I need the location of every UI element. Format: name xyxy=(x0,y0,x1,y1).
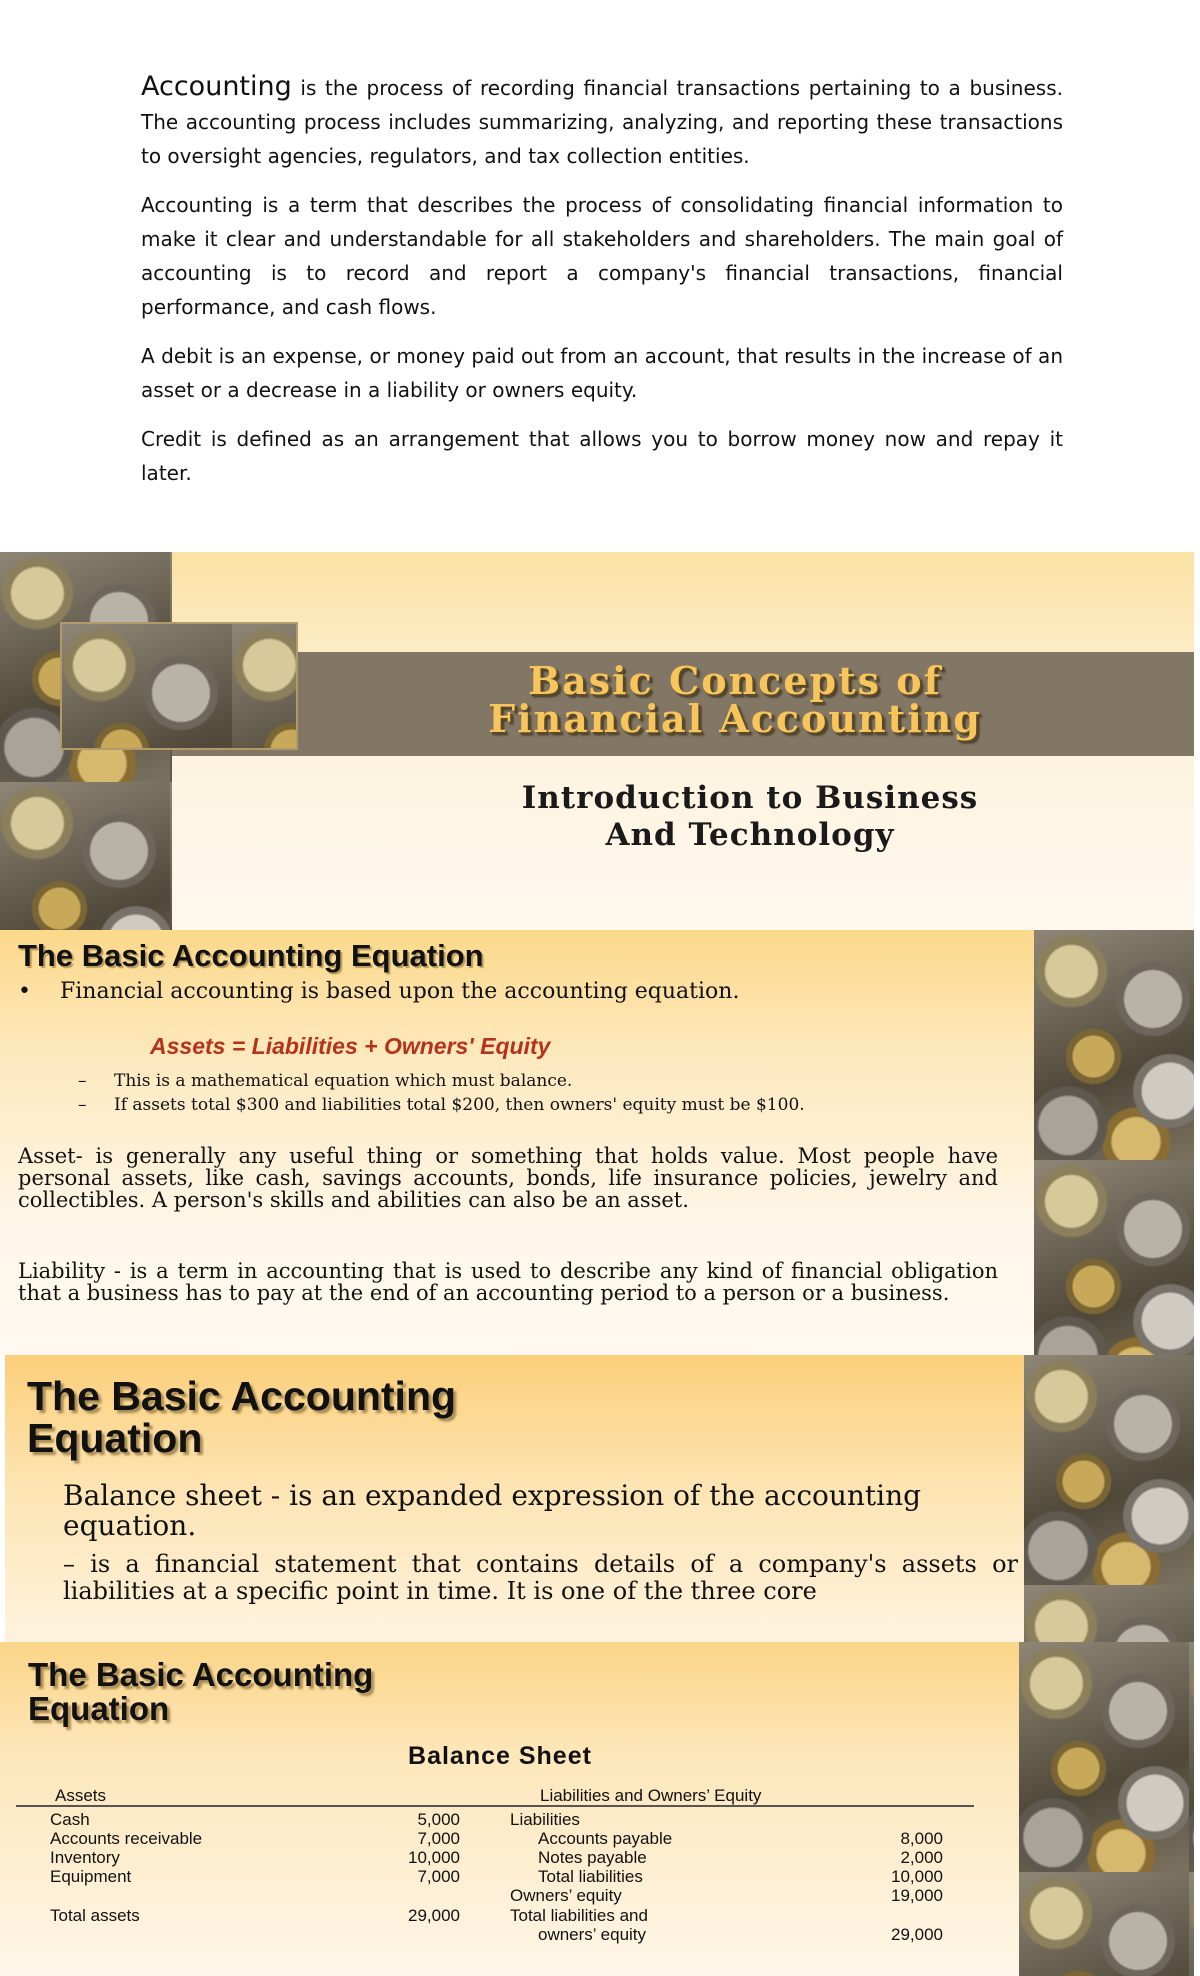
asset-definition: Asset- is generally any useful thing or something that holds value. Most people have personal assets, like cash, savings accounts, bonds, life insurance policies, jewelry and collectibles. A person's skills and abilities can also be an asset. xyxy=(18,1144,998,1212)
coins-image-right xyxy=(1034,930,1194,1355)
accounting-lead-word: Accounting xyxy=(141,71,292,102)
coins-image-right xyxy=(1024,1355,1194,1645)
asset-label: Equipment xyxy=(50,1867,132,1886)
slide-subtitle xyxy=(380,780,1120,854)
paragraph-accounting-definition xyxy=(141,70,1063,173)
title-line-2: Financial Accounting xyxy=(488,696,982,741)
owners-equity-amount: 19,000 xyxy=(891,1886,943,1905)
paragraph-debit: A debit is an expense, or money paid out from an account, that results in the increase of an asset or a decrease in a liability or owners equity. xyxy=(141,344,1063,402)
accounting-equation: Assets = Liabilities + Owners' Equity xyxy=(150,1033,551,1059)
sub-point-2 xyxy=(78,1096,978,1115)
notes-payable-amount: 2,000 xyxy=(900,1848,943,1867)
slide-title xyxy=(0,552,1194,930)
document-body xyxy=(141,70,1063,505)
accounts-payable-label: Accounts payable xyxy=(538,1829,673,1848)
coins-image-right xyxy=(1019,1642,1194,1976)
asset-amount: 10,000 xyxy=(408,1848,460,1867)
bullet-dot-icon: • xyxy=(18,979,31,1004)
heading-line-1: The Basic Accounting xyxy=(27,1373,457,1419)
balance-sheet-definition: Balance sheet - is an expanded expression of the accounting equation. xyxy=(63,1479,922,1542)
slide-title-text xyxy=(320,658,1150,741)
liability-definition: Liability - is a term in accounting that is used to describe any kind of financial obligation that a business has to pay at the end of an accounting period to a person or a business. xyxy=(18,1259,998,1305)
assets-header: Assets xyxy=(55,1786,107,1805)
slide-heading: The Basic Accounting Equation xyxy=(18,938,484,973)
bullet-point xyxy=(18,980,978,1004)
total-assets-label: Total assets xyxy=(50,1906,140,1925)
sub-point-1-text: This is a mathematical equation which must balance. xyxy=(114,1071,573,1091)
slide-accounting-equation xyxy=(0,930,1194,1355)
dash-icon: – xyxy=(78,1071,87,1091)
slide-balance-sheet-definition xyxy=(5,1355,1194,1645)
heading-line-1: The Basic Accounting xyxy=(28,1656,374,1693)
liabilities-label: Liabilities xyxy=(510,1810,580,1829)
total-liabilities-label: Total liabilities xyxy=(538,1867,643,1886)
owners-equity-label: Owners’ equity xyxy=(510,1886,622,1905)
heading-line-2: Equation xyxy=(28,1690,170,1727)
asset-amount: 7,000 xyxy=(417,1829,460,1848)
balance-sheet-description: – is a financial statement that contains details of a company's assets or liabilities at a specific point in time. It is one of the three core xyxy=(63,1550,1018,1605)
sub-point-1 xyxy=(78,1072,978,1091)
header-rule xyxy=(16,1805,974,1807)
assets-list xyxy=(50,1810,460,1890)
subtitle-line-1: Introduction to Business xyxy=(521,780,979,816)
coins-image-inset xyxy=(60,622,298,750)
subtitle-line-2: And Technology xyxy=(605,817,895,853)
total-liabilities-equity-amount: 29,000 xyxy=(891,1925,943,1944)
dash-icon: – xyxy=(78,1095,87,1115)
total-assets-amount: 29,000 xyxy=(408,1906,460,1925)
accounts-payable-amount: 8,000 xyxy=(900,1829,943,1848)
balance-sheet-title: Balance Sheet xyxy=(408,1742,592,1770)
total-liabilities-amount: 10,000 xyxy=(891,1867,943,1886)
slide-balance-sheet xyxy=(0,1642,1194,1976)
slide-heading xyxy=(28,1658,828,1726)
heading-line-2: Equation xyxy=(27,1415,203,1461)
total-liabilities-equity-label-1: Total liabilities and xyxy=(510,1906,648,1925)
liabilities-equity-header: Liabilities and Owners’ Equity xyxy=(540,1786,762,1805)
notes-payable-label: Notes payable xyxy=(538,1848,647,1867)
paragraph-1-text: is the process of recording financial transactions pertaining to a business. The accounting process includes summarizing, analyzing, and reporting these transactions to oversight agencies, regulators, and tax collection entities. xyxy=(141,76,1063,168)
bullet-text: Financial accounting is based upon the accounting equation. xyxy=(60,979,740,1004)
paragraph-accounting-goal: Accounting is a term that describes the process of consolidating financial information to make it clear and understandable for all stakeholders and shareholders. The main goal of accounting is to record and report a company's financial transactions, financial performance, and cash flows. xyxy=(141,193,1063,319)
asset-label: Accounts receivable xyxy=(50,1829,203,1848)
asset-amount: 5,000 xyxy=(417,1810,460,1829)
paragraph-credit: Credit is defined as an arrangement that allows you to borrow money now and repay it later. xyxy=(141,427,1063,485)
title-line-1: Basic Concepts of xyxy=(528,658,942,703)
asset-amount: 7,000 xyxy=(417,1867,460,1886)
asset-label: Cash xyxy=(50,1810,90,1829)
slide-heading xyxy=(27,1375,847,1459)
sub-point-2-text: If assets total $300 and liabilities total $200, then owners' equity must be $100. xyxy=(114,1095,805,1115)
total-liabilities-equity-label-2: owners’ equity xyxy=(538,1925,647,1944)
asset-label: Inventory xyxy=(50,1848,120,1867)
